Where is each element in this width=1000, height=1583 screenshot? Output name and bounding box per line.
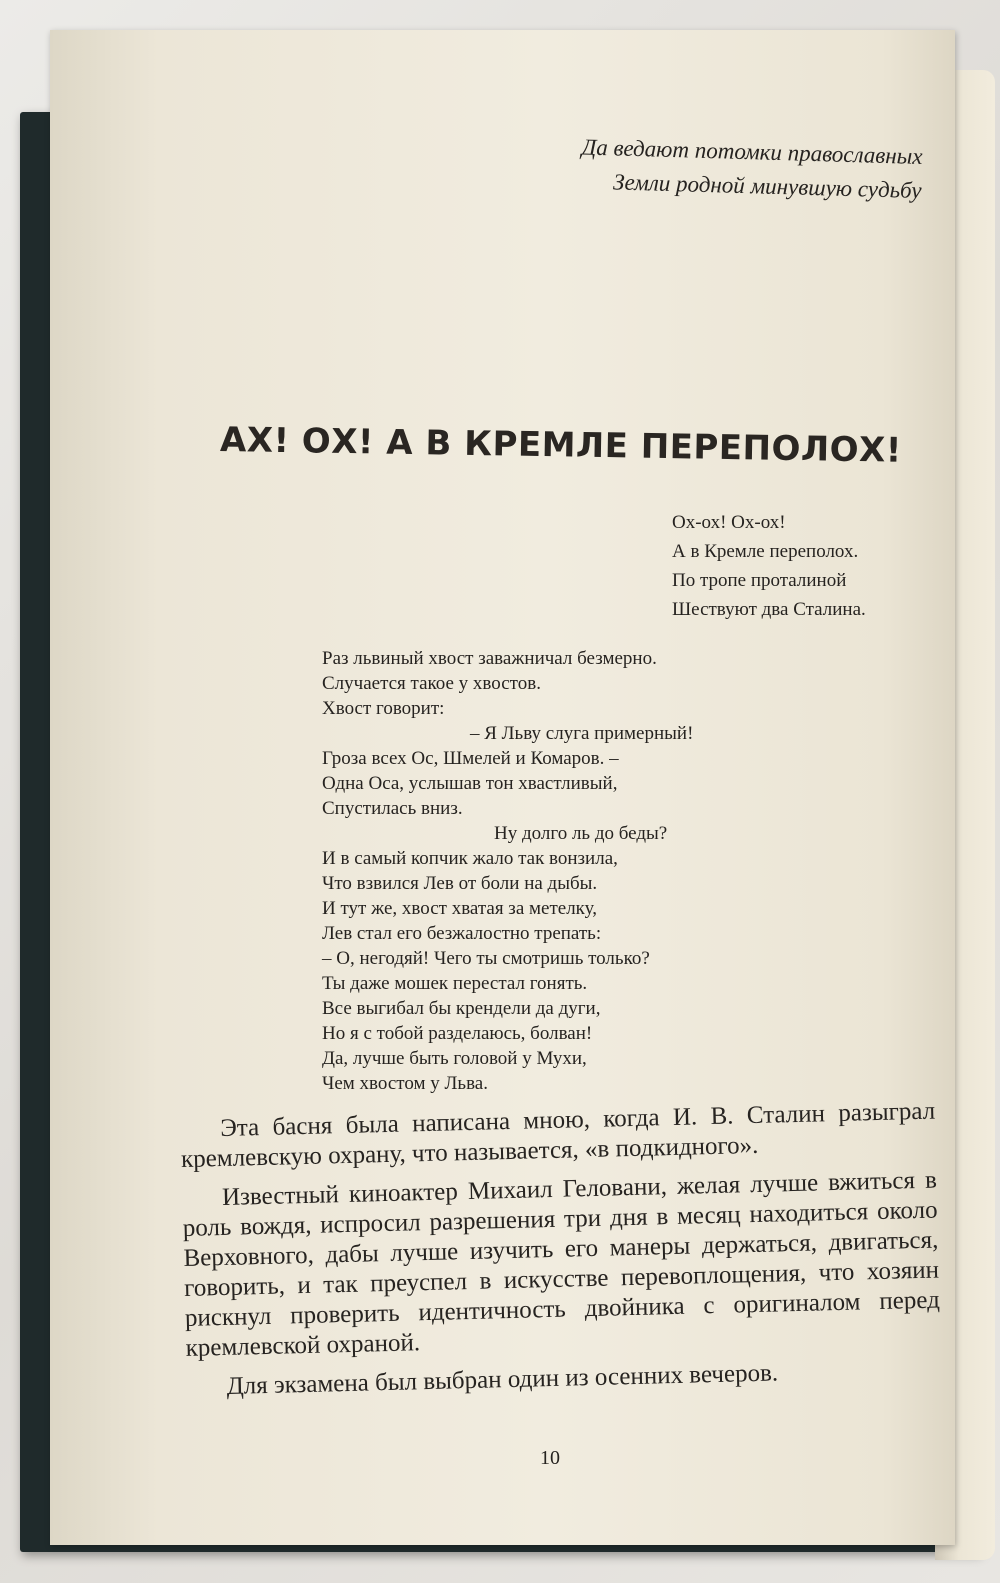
epigraph-line: Да ведают потомки православных — [581, 134, 923, 169]
page-content — [50, 30, 955, 1545]
verse-line: А в Кремле переполох. — [672, 541, 859, 562]
fable-line: Все выгибал бы крендели да дуги, — [322, 998, 601, 1019]
fable-line: Ты даже мошек перестал гонять. — [322, 973, 588, 994]
page-number: 10 — [540, 1447, 560, 1469]
fable-line: И в самый копчик жало так вонзила, — [322, 848, 618, 869]
fable-line: Лев стал его безжалостно трепать: — [322, 923, 602, 944]
verse-line: Ох-ох! Ох-ох! — [672, 512, 786, 533]
fable-line: Ну долго ль до беды? — [494, 823, 668, 844]
fable-line: Да, лучше быть головой у Мухи, — [322, 1048, 587, 1069]
epigraph-line: Земли родной минувшую судьбу — [612, 169, 922, 203]
fable-line: – О, негодяй! Чего ты смотришь только? — [322, 948, 650, 969]
fable-line: Что взвился Лев от боли на дыбы. — [322, 873, 598, 894]
prose-text — [180, 1097, 942, 1412]
chapter-title: АХ! ОХ! А В КРЕМЛЕ ПЕРЕПОЛОХ! — [219, 420, 903, 471]
book-page — [50, 30, 955, 1545]
fable-line: Хвост говорит: — [322, 698, 445, 719]
prose-paragraph: Для экзамена был выбран один из осенних вечеров. — [226, 1359, 779, 1400]
fable-line: Спустилась вниз. — [322, 798, 463, 819]
prose-paragraph: Эта басня была написана мною, когда И. В. Сталин разыграл кремлевскую охрану, что называется, «в подкидного». — [180, 1097, 936, 1173]
verse-quote — [672, 508, 932, 624]
verse-line: По тропе проталиной — [672, 570, 847, 591]
fable-line: Одна Оса, услышав тон хвастливый, — [322, 773, 618, 794]
prose-paragraph: Известный киноактер Михаил Геловани, желая лучше вжиться в роль вождя, испросил разрешения три дня в месяц находиться около Верховного, дабы лучше изучить его манеры держаться, двигаться, говорить, и так преуспел в искусстве перевоплощения, что хозяин рискнул проверить идентичность двойника с оригиналом перед кремлевской охраной. — [182, 1166, 941, 1362]
fable-poem — [322, 646, 802, 1096]
epigraph — [501, 128, 923, 208]
fable-line: Чем хвостом у Льва. — [322, 1073, 488, 1094]
fable-line: Случается такое у хвостов. — [322, 673, 541, 694]
verse-line: Шествуют два Сталина. — [672, 599, 866, 620]
fable-line: Гроза всех Ос, Шмелей и Комаров. – — [322, 748, 619, 769]
fable-line: – Я Льву слуга примерный! — [470, 723, 694, 744]
fable-line: Но я с тобой разделаюсь, болван! — [322, 1023, 593, 1044]
fable-line: Раз львиный хвост заважничал безмерно. — [322, 648, 657, 669]
fable-line: И тут же, хвост хватая за метелку, — [322, 898, 597, 919]
